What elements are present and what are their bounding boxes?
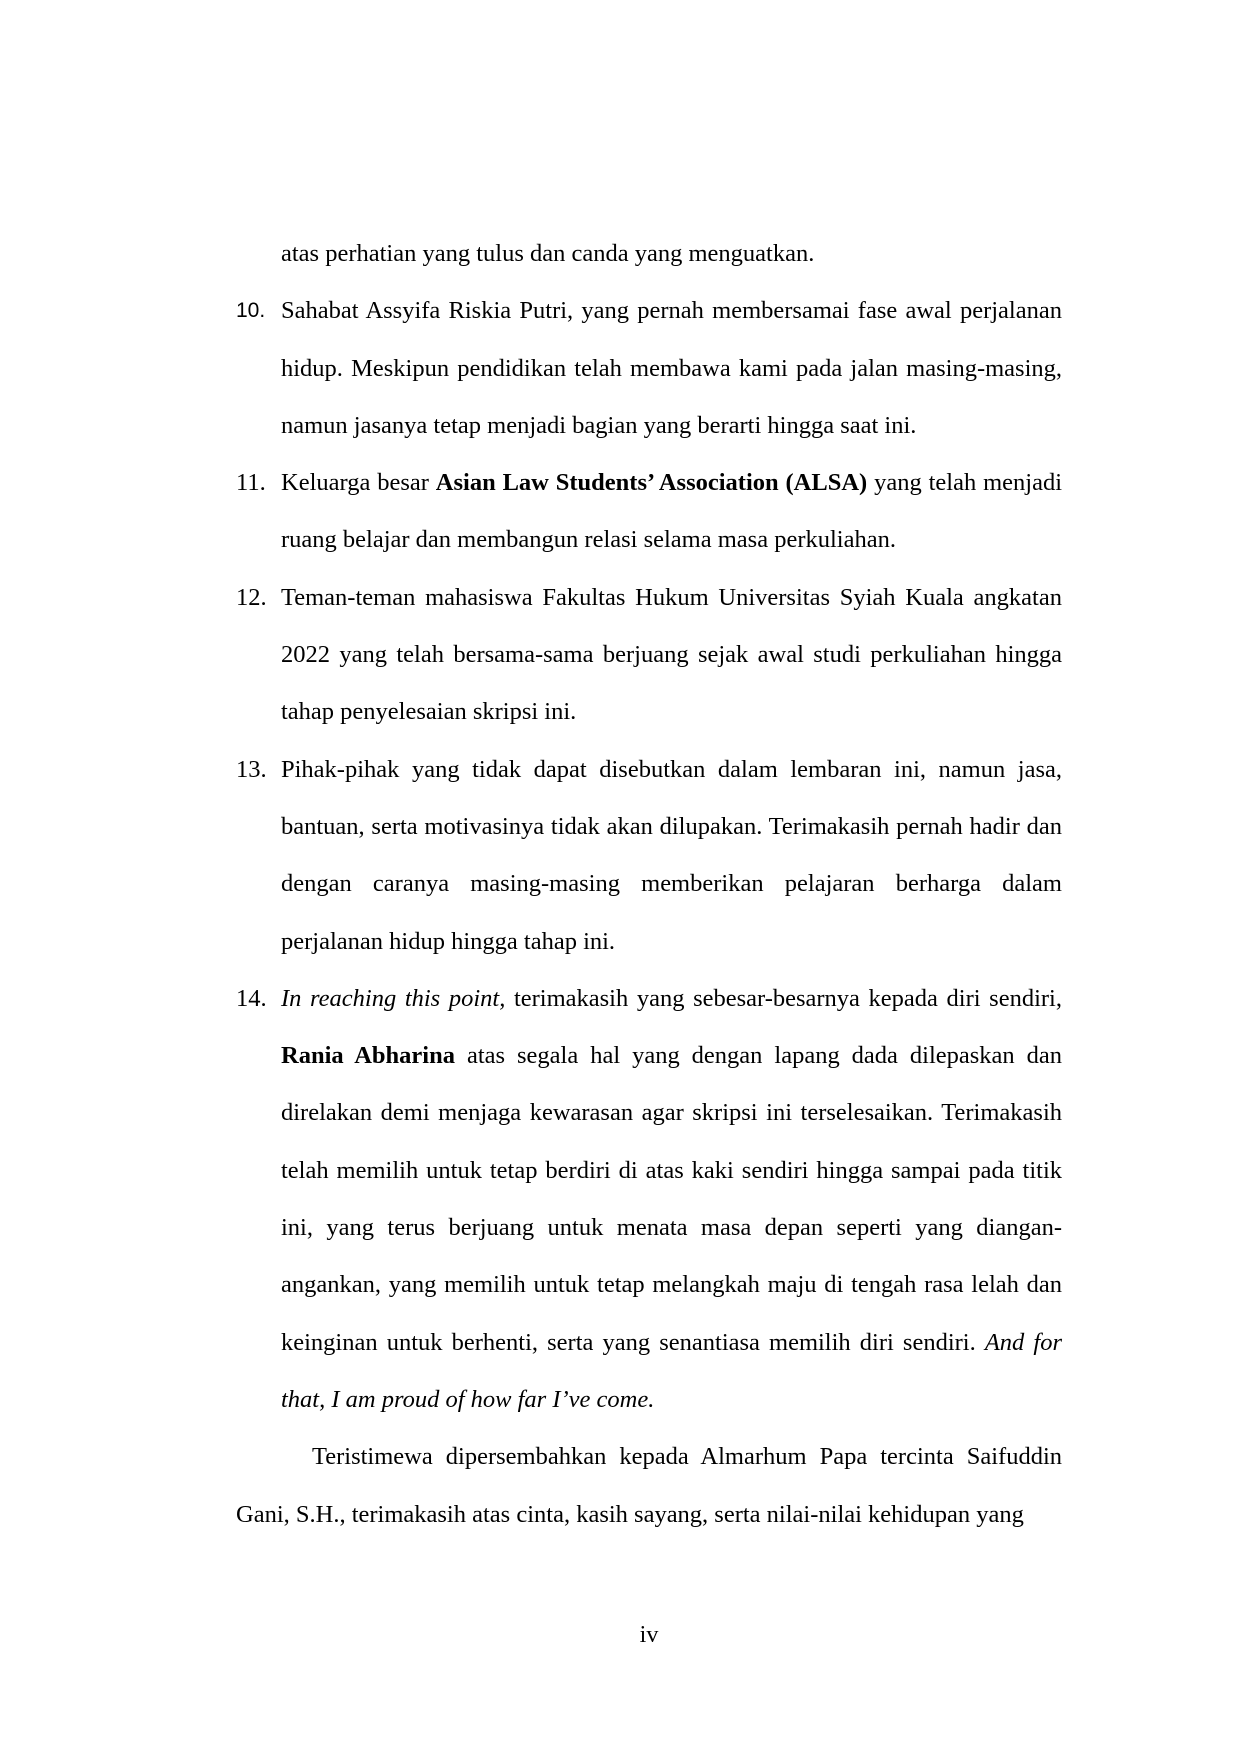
list-item-continuation: atas perhatian yang tulus dan canda yang menguatkan.	[281, 240, 815, 267]
italic-phrase: In reaching this point,	[281, 984, 506, 1012]
list-number: 14.	[236, 984, 267, 1012]
list-item	[236, 569, 1062, 741]
list-item-text: Keluarga besar	[281, 469, 436, 497]
list-number: 11.	[236, 469, 266, 497]
list-item-text: yang telah menjadi ruang belajar dan membangun relasi selama masa perkuliahan.	[281, 469, 1063, 554]
body-text	[236, 225, 1062, 1543]
list-item-text: atas segala hal yang dengan lapang dada dilepaskan dan direlakan demi menjaga kewarasan agar skripsi ini terselesaikan. Terimakasih telah memilih untuk tetap berdiri di atas kaki sendiri hingga sampai pada titik ini, yang terus berjuang untuk menata masa depan seperti yang diangan-angankan, yang memilih untuk tetap melangkah maju di tengah rasa lelah dan keinginan untuk berhenti, serta yang senantiasa memilih diri sendiri.	[281, 1042, 1062, 1356]
list-item-text: Pihak-pihak yang tidak dapat disebutkan dalam lembaran ini, namun jasa, bantuan, serta motivasinya tidak akan dilupakan. Terimakasih pernah hadir dan dengan caranya masing-masing memberikan pelajaran berharga dalam perjalanan hidup hingga tahap ini.	[281, 755, 1062, 955]
list-item	[236, 970, 1062, 1428]
list-item-text: Sahabat Assyifa Riskia Putri, yang pernah membersamai fase awal perjalanan hidup. Meskipun pendidikan telah membawa kami pada jalan masing-masing, namun jasanya tetap menjadi bagian yang berarti hingga saat ini.	[281, 297, 1062, 439]
list-number: 13.	[236, 755, 267, 783]
page-number: iv	[639, 1622, 659, 1648]
author-name: Rania Abharina	[281, 1042, 455, 1070]
italic-quote: And for that, I am proud of how far I’ve come.	[281, 1328, 1062, 1413]
list-item-text: terimakasih yang sebesar-besarnya kepada diri sendiri,	[505, 984, 1062, 1012]
organization-name: Asian Law Students’ Association (ALSA)	[435, 469, 868, 497]
list-item-text: Teman-teman mahasiswa Fakultas Hukum Universitas Syiah Kuala angkatan 2022 yang telah bersama-sama berjuang sejak awal studi perkuliahan hingga tahap penyelesaian skripsi ini.	[281, 583, 1062, 726]
list-number: 12.	[236, 583, 267, 611]
list-item	[236, 454, 1062, 569]
list-number: 10.	[236, 299, 266, 323]
list-item	[236, 741, 1062, 970]
dedication-paragraph: Teristimewa dipersembahkan kepada Almarhum Papa tercinta Saifuddin Gani, S.H., terimakasih atas cinta, kasih sayang, serta nilai-nilai kehidupan yang	[236, 1443, 1062, 1528]
list-item	[236, 282, 1062, 454]
